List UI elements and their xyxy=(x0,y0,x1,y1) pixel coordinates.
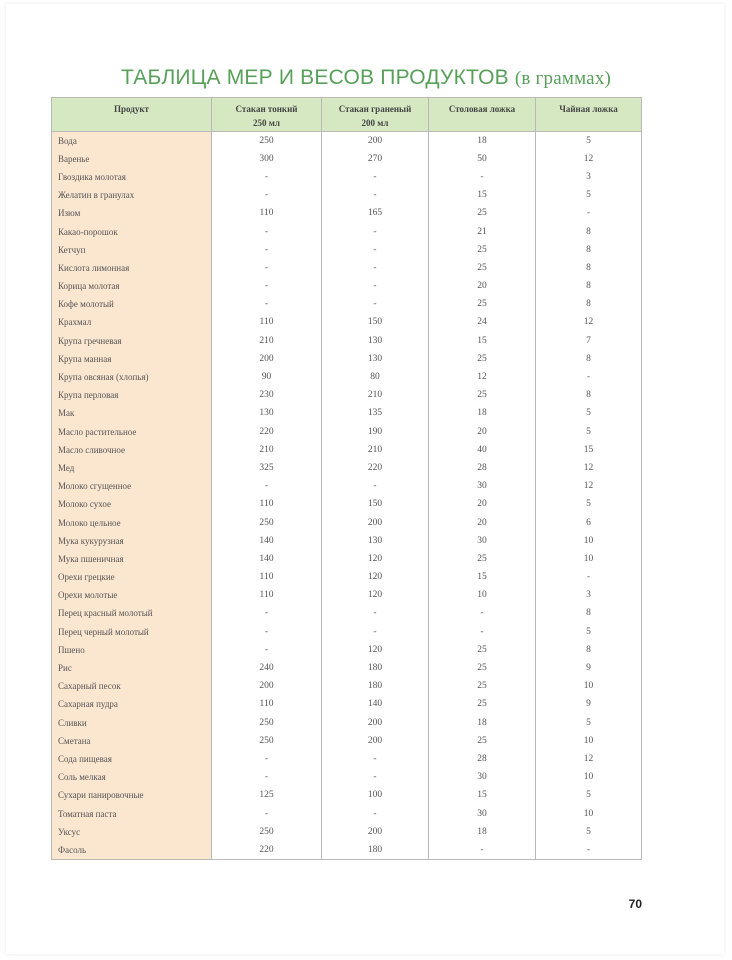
value-cell: - xyxy=(429,841,536,859)
value-cell: 25 xyxy=(429,659,536,677)
value-cell: 5 xyxy=(536,404,642,422)
value-cell: 250 xyxy=(212,132,322,150)
column-header-product xyxy=(52,98,212,132)
product-name-cell: Томатная паста xyxy=(52,804,212,822)
table-row xyxy=(52,750,642,768)
product-name-cell: Корица молотая xyxy=(52,277,212,295)
value-cell: - xyxy=(212,641,322,659)
product-name-cell: Сахарная пудра xyxy=(52,695,212,713)
value-cell: 25 xyxy=(429,350,536,368)
table-row xyxy=(52,677,642,695)
value-cell: 130 xyxy=(322,332,429,350)
product-name-cell: Варенье xyxy=(52,150,212,168)
value-cell: 3 xyxy=(536,586,642,604)
product-name-cell: Рис xyxy=(52,659,212,677)
product-name-cell: Молоко цельное xyxy=(52,513,212,531)
table-row xyxy=(52,259,642,277)
value-cell: 8 xyxy=(536,259,642,277)
table-row xyxy=(52,423,642,441)
product-name-cell: Кофе молотый xyxy=(52,295,212,313)
value-cell: 200 xyxy=(322,732,429,750)
value-cell: 24 xyxy=(429,313,536,331)
product-name-cell: Сливки xyxy=(52,714,212,732)
value-cell: 21 xyxy=(429,222,536,240)
value-cell: 50 xyxy=(429,150,536,168)
column-header-line: Стакан граненый xyxy=(338,104,412,114)
product-name-cell: Крупа манная xyxy=(52,350,212,368)
table-row xyxy=(52,332,642,350)
product-name-cell: Кетчуп xyxy=(52,241,212,259)
product-name-cell: Мука пшеничная xyxy=(52,550,212,568)
value-cell: 25 xyxy=(429,641,536,659)
value-cell: 110 xyxy=(212,695,322,713)
product-name-cell: Уксус xyxy=(52,823,212,841)
page-title-sub: (в граммах) xyxy=(514,68,612,89)
value-cell: - xyxy=(212,623,322,641)
product-name-cell: Молоко сгущенное xyxy=(52,477,212,495)
product-name-cell: Крахмал xyxy=(52,313,212,331)
value-cell: 12 xyxy=(536,477,642,495)
table-row xyxy=(52,386,642,404)
value-cell: 8 xyxy=(536,241,642,259)
value-cell: 150 xyxy=(322,313,429,331)
value-cell: 25 xyxy=(429,204,536,222)
product-name-cell: Крупа гречневая xyxy=(52,332,212,350)
value-cell: 150 xyxy=(322,495,429,513)
table-row xyxy=(52,550,642,568)
value-cell: 25 xyxy=(429,732,536,750)
value-cell: - xyxy=(212,477,322,495)
value-cell: 220 xyxy=(212,423,322,441)
table-row xyxy=(52,659,642,677)
column-header-line: Столовая ложка xyxy=(448,104,516,114)
product-name-cell: Мука кукурузная xyxy=(52,532,212,550)
value-cell: 270 xyxy=(322,150,429,168)
product-name-cell: Орехи молотые xyxy=(52,586,212,604)
value-cell: 190 xyxy=(322,423,429,441)
value-cell: - xyxy=(322,295,429,313)
product-name-cell: Кислота лимонная xyxy=(52,259,212,277)
value-cell: - xyxy=(212,168,322,186)
value-cell: 25 xyxy=(429,259,536,277)
product-name-cell: Мед xyxy=(52,459,212,477)
product-name-cell: Молоко сухое xyxy=(52,495,212,513)
table-row xyxy=(52,277,642,295)
value-cell: 8 xyxy=(536,386,642,404)
value-cell: - xyxy=(212,604,322,622)
column-header-thin-glass xyxy=(212,98,322,132)
table-body xyxy=(52,132,642,860)
table-row xyxy=(52,404,642,422)
product-name-cell: Перец черный молотый xyxy=(52,623,212,641)
value-cell: 10 xyxy=(536,804,642,822)
value-cell: 240 xyxy=(212,659,322,677)
table-row xyxy=(52,768,642,786)
value-cell: 10 xyxy=(536,768,642,786)
table-row xyxy=(52,295,642,313)
value-cell: 8 xyxy=(536,604,642,622)
value-cell: 12 xyxy=(536,459,642,477)
table-row xyxy=(52,641,642,659)
value-cell: 250 xyxy=(212,714,322,732)
value-cell: - xyxy=(536,568,642,586)
table-row xyxy=(52,186,642,204)
value-cell: 120 xyxy=(322,568,429,586)
value-cell: - xyxy=(322,750,429,768)
value-cell: 140 xyxy=(322,695,429,713)
value-cell: - xyxy=(322,768,429,786)
value-cell: 15 xyxy=(429,568,536,586)
table-row xyxy=(52,132,642,150)
column-header-line: Продукт xyxy=(114,104,149,114)
table-row xyxy=(52,604,642,622)
column-header-line: Чайная ложка xyxy=(559,104,618,114)
table-row xyxy=(52,823,642,841)
value-cell: 10 xyxy=(536,532,642,550)
value-cell: 8 xyxy=(536,641,642,659)
value-cell: - xyxy=(322,804,429,822)
product-name-cell: Вода xyxy=(52,132,212,150)
value-cell: 210 xyxy=(322,441,429,459)
value-cell: 9 xyxy=(536,659,642,677)
value-cell: 250 xyxy=(212,732,322,750)
value-cell: - xyxy=(429,604,536,622)
value-cell: 180 xyxy=(322,677,429,695)
value-cell: 8 xyxy=(536,350,642,368)
product-name-cell: Орехи грецкие xyxy=(52,568,212,586)
value-cell: 120 xyxy=(322,641,429,659)
product-name-cell: Крупа овсяная (хлопья) xyxy=(52,368,212,386)
value-cell: 120 xyxy=(322,586,429,604)
value-cell: 110 xyxy=(212,495,322,513)
value-cell: 12 xyxy=(429,368,536,386)
value-cell: - xyxy=(212,259,322,277)
value-cell: 30 xyxy=(429,532,536,550)
value-cell: - xyxy=(429,168,536,186)
table-row xyxy=(52,459,642,477)
value-cell: 40 xyxy=(429,441,536,459)
product-name-cell: Сухари панировочные xyxy=(52,786,212,804)
product-name-cell: Соль мелкая xyxy=(52,768,212,786)
table-row xyxy=(52,568,642,586)
value-cell: - xyxy=(322,222,429,240)
table-row xyxy=(52,150,642,168)
table-row xyxy=(52,241,642,259)
value-cell: 110 xyxy=(212,204,322,222)
value-cell: 5 xyxy=(536,823,642,841)
column-header-subline: 250 мл xyxy=(253,118,280,128)
value-cell: 28 xyxy=(429,459,536,477)
value-cell: 200 xyxy=(322,513,429,531)
product-name-cell: Фасоль xyxy=(52,841,212,859)
value-cell: 200 xyxy=(322,823,429,841)
value-cell: 8 xyxy=(536,277,642,295)
page-title xyxy=(0,66,732,90)
value-cell: 5 xyxy=(536,132,642,150)
value-cell: 8 xyxy=(536,222,642,240)
value-cell: - xyxy=(322,186,429,204)
value-cell: 210 xyxy=(212,441,322,459)
table-row xyxy=(52,313,642,331)
measures-table xyxy=(51,97,642,860)
table-row xyxy=(52,204,642,222)
table-row xyxy=(52,168,642,186)
value-cell: 12 xyxy=(536,750,642,768)
product-name-cell: Пшено xyxy=(52,641,212,659)
table-row xyxy=(52,714,642,732)
table-row xyxy=(52,350,642,368)
value-cell: - xyxy=(212,186,322,204)
value-cell: - xyxy=(322,259,429,277)
product-name-cell: Изюм xyxy=(52,204,212,222)
product-name-cell: Перец красный молотый xyxy=(52,604,212,622)
table-row xyxy=(52,804,642,822)
value-cell: 90 xyxy=(212,368,322,386)
value-cell: 8 xyxy=(536,295,642,313)
value-cell: 5 xyxy=(536,623,642,641)
value-cell: 15 xyxy=(536,441,642,459)
value-cell: 120 xyxy=(322,550,429,568)
value-cell: - xyxy=(212,750,322,768)
value-cell: 25 xyxy=(429,295,536,313)
value-cell: 180 xyxy=(322,659,429,677)
value-cell: 20 xyxy=(429,495,536,513)
value-cell: - xyxy=(322,477,429,495)
column-header-line: Стакан тонкий xyxy=(235,104,298,114)
value-cell: 15 xyxy=(429,332,536,350)
value-cell: - xyxy=(212,277,322,295)
value-cell: - xyxy=(322,168,429,186)
value-cell: 300 xyxy=(212,150,322,168)
value-cell: 130 xyxy=(322,350,429,368)
value-cell: 220 xyxy=(322,459,429,477)
value-cell: 25 xyxy=(429,677,536,695)
table-row xyxy=(52,222,642,240)
value-cell: 230 xyxy=(212,386,322,404)
table-row xyxy=(52,586,642,604)
product-name-cell: Масло сливочное xyxy=(52,441,212,459)
value-cell: 20 xyxy=(429,513,536,531)
column-header-teaspoon xyxy=(536,98,642,132)
value-cell: 250 xyxy=(212,823,322,841)
table-row xyxy=(52,695,642,713)
value-cell: 110 xyxy=(212,568,322,586)
value-cell: 5 xyxy=(536,186,642,204)
value-cell: 15 xyxy=(429,186,536,204)
product-name-cell: Масло растительное xyxy=(52,423,212,441)
table-header-row xyxy=(52,98,642,132)
value-cell: 7 xyxy=(536,332,642,350)
value-cell: 5 xyxy=(536,423,642,441)
value-cell: 140 xyxy=(212,532,322,550)
value-cell: 25 xyxy=(429,695,536,713)
column-header-subline: 200 мл xyxy=(361,118,389,128)
value-cell: 250 xyxy=(212,513,322,531)
value-cell: 200 xyxy=(322,714,429,732)
value-cell: 12 xyxy=(536,150,642,168)
value-cell: 200 xyxy=(212,677,322,695)
value-cell: - xyxy=(212,768,322,786)
value-cell: 3 xyxy=(536,168,642,186)
value-cell: 30 xyxy=(429,768,536,786)
table-row xyxy=(52,532,642,550)
value-cell: 18 xyxy=(429,714,536,732)
value-cell: 210 xyxy=(322,386,429,404)
product-name-cell: Сметана xyxy=(52,732,212,750)
value-cell: 25 xyxy=(429,550,536,568)
value-cell: 30 xyxy=(429,477,536,495)
value-cell: - xyxy=(322,277,429,295)
value-cell: - xyxy=(212,295,322,313)
table-row xyxy=(52,477,642,495)
value-cell: 165 xyxy=(322,204,429,222)
value-cell: 140 xyxy=(212,550,322,568)
value-cell: - xyxy=(322,241,429,259)
value-cell: 10 xyxy=(536,732,642,750)
table-row xyxy=(52,441,642,459)
value-cell: 200 xyxy=(212,350,322,368)
table-row xyxy=(52,495,642,513)
page-title-main: ТАБЛИЦА МЕР И ВЕСОВ ПРОДУКТОВ xyxy=(120,66,509,89)
value-cell: 20 xyxy=(429,423,536,441)
value-cell: - xyxy=(212,241,322,259)
value-cell: 10 xyxy=(536,677,642,695)
value-cell: 25 xyxy=(429,386,536,404)
value-cell: 210 xyxy=(212,332,322,350)
table-row xyxy=(52,513,642,531)
value-cell: 130 xyxy=(322,532,429,550)
value-cell: 18 xyxy=(429,823,536,841)
value-cell: 10 xyxy=(429,586,536,604)
value-cell: 5 xyxy=(536,495,642,513)
value-cell: 5 xyxy=(536,714,642,732)
value-cell: 80 xyxy=(322,368,429,386)
product-name-cell: Крупа перловая xyxy=(52,386,212,404)
value-cell: - xyxy=(536,841,642,859)
column-header-tablespoon xyxy=(429,98,536,132)
value-cell: 6 xyxy=(536,513,642,531)
value-cell: - xyxy=(212,804,322,822)
table-row xyxy=(52,841,642,859)
value-cell: 180 xyxy=(322,841,429,859)
value-cell: 28 xyxy=(429,750,536,768)
value-cell: - xyxy=(536,204,642,222)
value-cell: 10 xyxy=(536,550,642,568)
value-cell: 200 xyxy=(322,132,429,150)
value-cell: 18 xyxy=(429,404,536,422)
value-cell: - xyxy=(536,368,642,386)
value-cell: - xyxy=(212,222,322,240)
value-cell: 5 xyxy=(536,786,642,804)
value-cell: 9 xyxy=(536,695,642,713)
product-name-cell: Какао-порошок xyxy=(52,222,212,240)
value-cell: - xyxy=(322,604,429,622)
value-cell: 110 xyxy=(212,586,322,604)
value-cell: 25 xyxy=(429,241,536,259)
value-cell: 135 xyxy=(322,404,429,422)
value-cell: 20 xyxy=(429,277,536,295)
page-number: 70 xyxy=(628,897,642,911)
value-cell: 12 xyxy=(536,313,642,331)
value-cell: 100 xyxy=(322,786,429,804)
value-cell: 325 xyxy=(212,459,322,477)
table-row xyxy=(52,623,642,641)
product-name-cell: Сода пищевая xyxy=(52,750,212,768)
value-cell: 110 xyxy=(212,313,322,331)
value-cell: 18 xyxy=(429,132,536,150)
column-header-faceted-glass xyxy=(322,98,429,132)
table-row xyxy=(52,368,642,386)
table-row xyxy=(52,786,642,804)
product-name-cell: Желатин в гранулах xyxy=(52,186,212,204)
product-name-cell: Сахарный песок xyxy=(52,677,212,695)
value-cell: - xyxy=(322,623,429,641)
value-cell: 220 xyxy=(212,841,322,859)
table-row xyxy=(52,732,642,750)
value-cell: 15 xyxy=(429,786,536,804)
value-cell: 130 xyxy=(212,404,322,422)
value-cell: 30 xyxy=(429,804,536,822)
product-name-cell: Гвоздика молотая xyxy=(52,168,212,186)
product-name-cell: Мак xyxy=(52,404,212,422)
value-cell: 125 xyxy=(212,786,322,804)
value-cell: - xyxy=(429,623,536,641)
